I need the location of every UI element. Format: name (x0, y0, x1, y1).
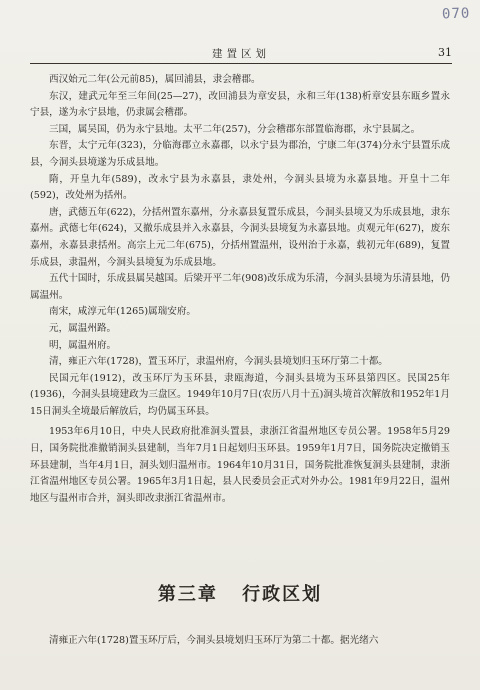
paragraph-eastern-han: 东汉，建武元年至三年间(25—27)，改回浦县为章安县，永和三年(138)析章安县东瓯乡置永宁县，遂为永宁县地，仍隶属会稽郡。 (30, 90, 450, 119)
paragraph-tang: 唐，武德五年(622)，分括州置东嘉州，分永嘉县复置乐成县，今洞头县境又为乐成县地，隶东嘉州。武德七年(624)，又撤乐成县并入永嘉县，今洞头县境复为永嘉县地。贞观元年(627)，废东嘉州，永嘉县隶括州。高宗上元二年(675)，分括州置温州，设州治于永嘉，载初元年(689)，复置乐成县，隶温州，今洞头县境复为乐成县地。 (30, 206, 450, 268)
chapter-number: 第三章 (157, 584, 218, 605)
paragraph-five-dynasties: 五代十国时，乐成县属吴越国。后梁开平二年(908)改乐成为乐清，今洞头县境为乐清县地，仍属温州。 (30, 273, 450, 301)
header-rule (30, 63, 452, 64)
chapter-first-paragraph: 清雍正六年(1728)置玉环厅后，今洞头县境划归玉环厅为第二十都。据光绪六 (49, 635, 379, 646)
running-header (30, 40, 452, 64)
paragraph-qing: 清，雍正六年(1728)，置玉环厅，隶温州府，今洞头县境划归玉环厅第二十都。 (49, 356, 388, 368)
page-number: 31 (438, 46, 452, 59)
body-text (30, 72, 450, 507)
paragraph-western-han: 西汉始元二年(公元前85)，属回浦县，隶会稽郡。 (49, 74, 261, 85)
archive-stamp-number: 070 (441, 5, 471, 23)
running-header-title: 建置区划 (212, 48, 270, 60)
paragraph-eastern-jin: 东晋，太宁元年(323)，分临海郡立永嘉郡，以永宁县为郡治，宁康二年(374)分永宁县置乐成县，今洞头县境遂为乐成县地。 (30, 140, 450, 168)
paragraph-southern-song: 南宋，咸淳元年(1265)属瑞安府。 (49, 306, 197, 318)
chapter-heading (30, 580, 450, 606)
paragraph-yuan: 元，属温州路。 (49, 322, 117, 334)
paragraph-prc: 1953年6月10日，中央人民政府批准洞头置县，隶浙江省温州地区专员公署。1958年5月29日，国务院批准撤销洞头县建制，当年7月1日起划归玉环县。1959年1月7日，国务院决定撤销玉环县建制，当年4月1日，洞头划归温州市。1964年10月31日，国务院批准恢复洞头县建制，隶浙江省温州地区专员公署。1965年3月1日起，县人民委员会正式对外办公。1981年9月22日，温州地区与温州市合并，洞头即改隶浙江省温州市。 (30, 426, 450, 504)
paragraph-sui: 隋，开皇九年(589)，改永宁县为永嘉县，隶处州，今洞头县境为永嘉县地。开皇十二年(592)，改处州为括州。 (30, 173, 450, 202)
chapter-title: 行政区划 (242, 584, 323, 605)
paragraph-three-kingdoms: 三国，属吴国，仍为永宁县地。太平二年(257)，分会稽郡东部置临海郡，永宁县属之。 (49, 123, 421, 135)
paragraph-ming: 明，属温州府。 (49, 339, 117, 351)
chapter-body-text (30, 633, 450, 650)
paragraph-republic: 民国元年(1912)，改玉环厅为玉环县，隶瓯海道，今洞头县境为玉环县第四区。民国25年(1936)，今洞头县境建政为三盘区。1949年10月7日(农历八月十五)洞头境首次解放和1952年1月15日洞头全境最后解放后，均仍属玉环县。 (30, 372, 450, 417)
